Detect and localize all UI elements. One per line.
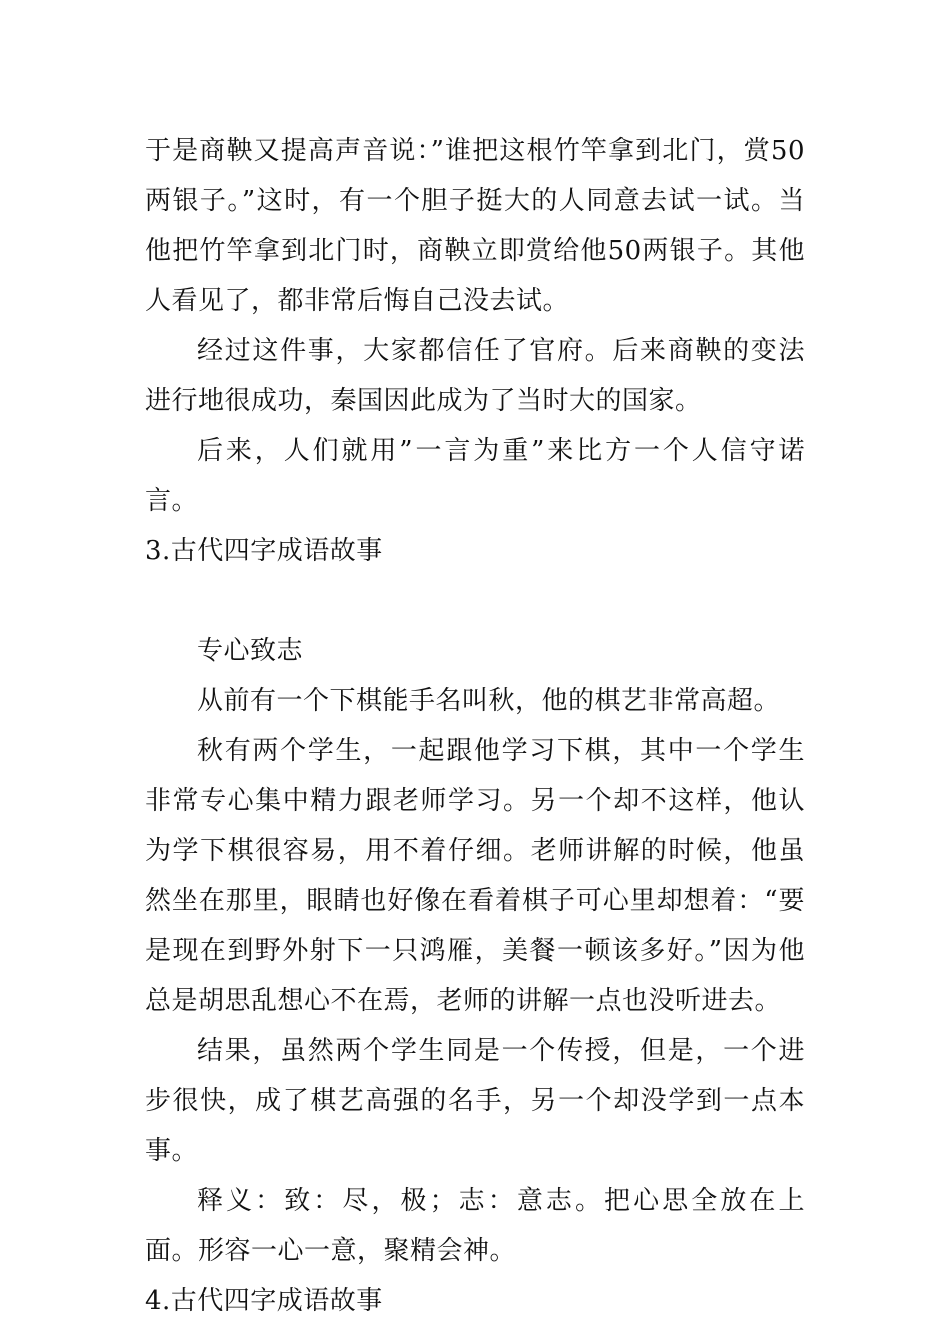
section-heading-4: 4.古代四字成语故事 [145, 1286, 383, 1316]
document-body [145, 126, 805, 1326]
paragraph-idiom-meaning: 后来，人们就用”一言为重”来比方一个人信守诺言。 [145, 436, 805, 516]
paragraph-two-students: 秋有两个学生，一起跟他学习下棋，其中一个学生非常专心集中精力跟老师学习。另一个却不这样，他认为学下棋很容易，用不着仔细。老师讲解的时候，他虽然坐在那里，眼睛也好像在看着棋子可心里却想着：“要是现在到野外射下一只鸿雁，美餐一顿该多好。”因为他总是胡思乱想心不在焉，老师的讲解一点也没听进去。 [145, 736, 805, 1016]
story-title: 专心致志 [197, 636, 304, 666]
paragraph-intro: 从前有一个下棋能手名叫秋，他的棋艺非常高超。 [197, 686, 781, 716]
paragraph-definition: 释义：致：尽，极；志：意志。把心思全放在上面。形容一心一意，聚精会神。 [145, 1186, 805, 1266]
section-heading-3: 3.古代四字成语故事 [145, 536, 383, 566]
paragraph-story-continuation: 于是商鞅又提高声音说：”谁把这根竹竿拿到北门，赏50两银子。”这时，有一个胆子挺大的人同意去试一试。当他把竹竿拿到北门时，商鞅立即赏给他50两银子。其他人看见了，都非常后悔自己没去试。 [145, 136, 805, 316]
blank-line [145, 576, 805, 626]
paragraph-trust-government: 经过这件事，大家都信任了官府。后来商鞅的变法进行地很成功，秦国因此成为了当时大的国家。 [145, 336, 805, 416]
paragraph-result: 结果，虽然两个学生同是一个传授，但是，一个进步很快，成了棋艺高强的名手，另一个却没学到一点本事。 [145, 1036, 805, 1166]
